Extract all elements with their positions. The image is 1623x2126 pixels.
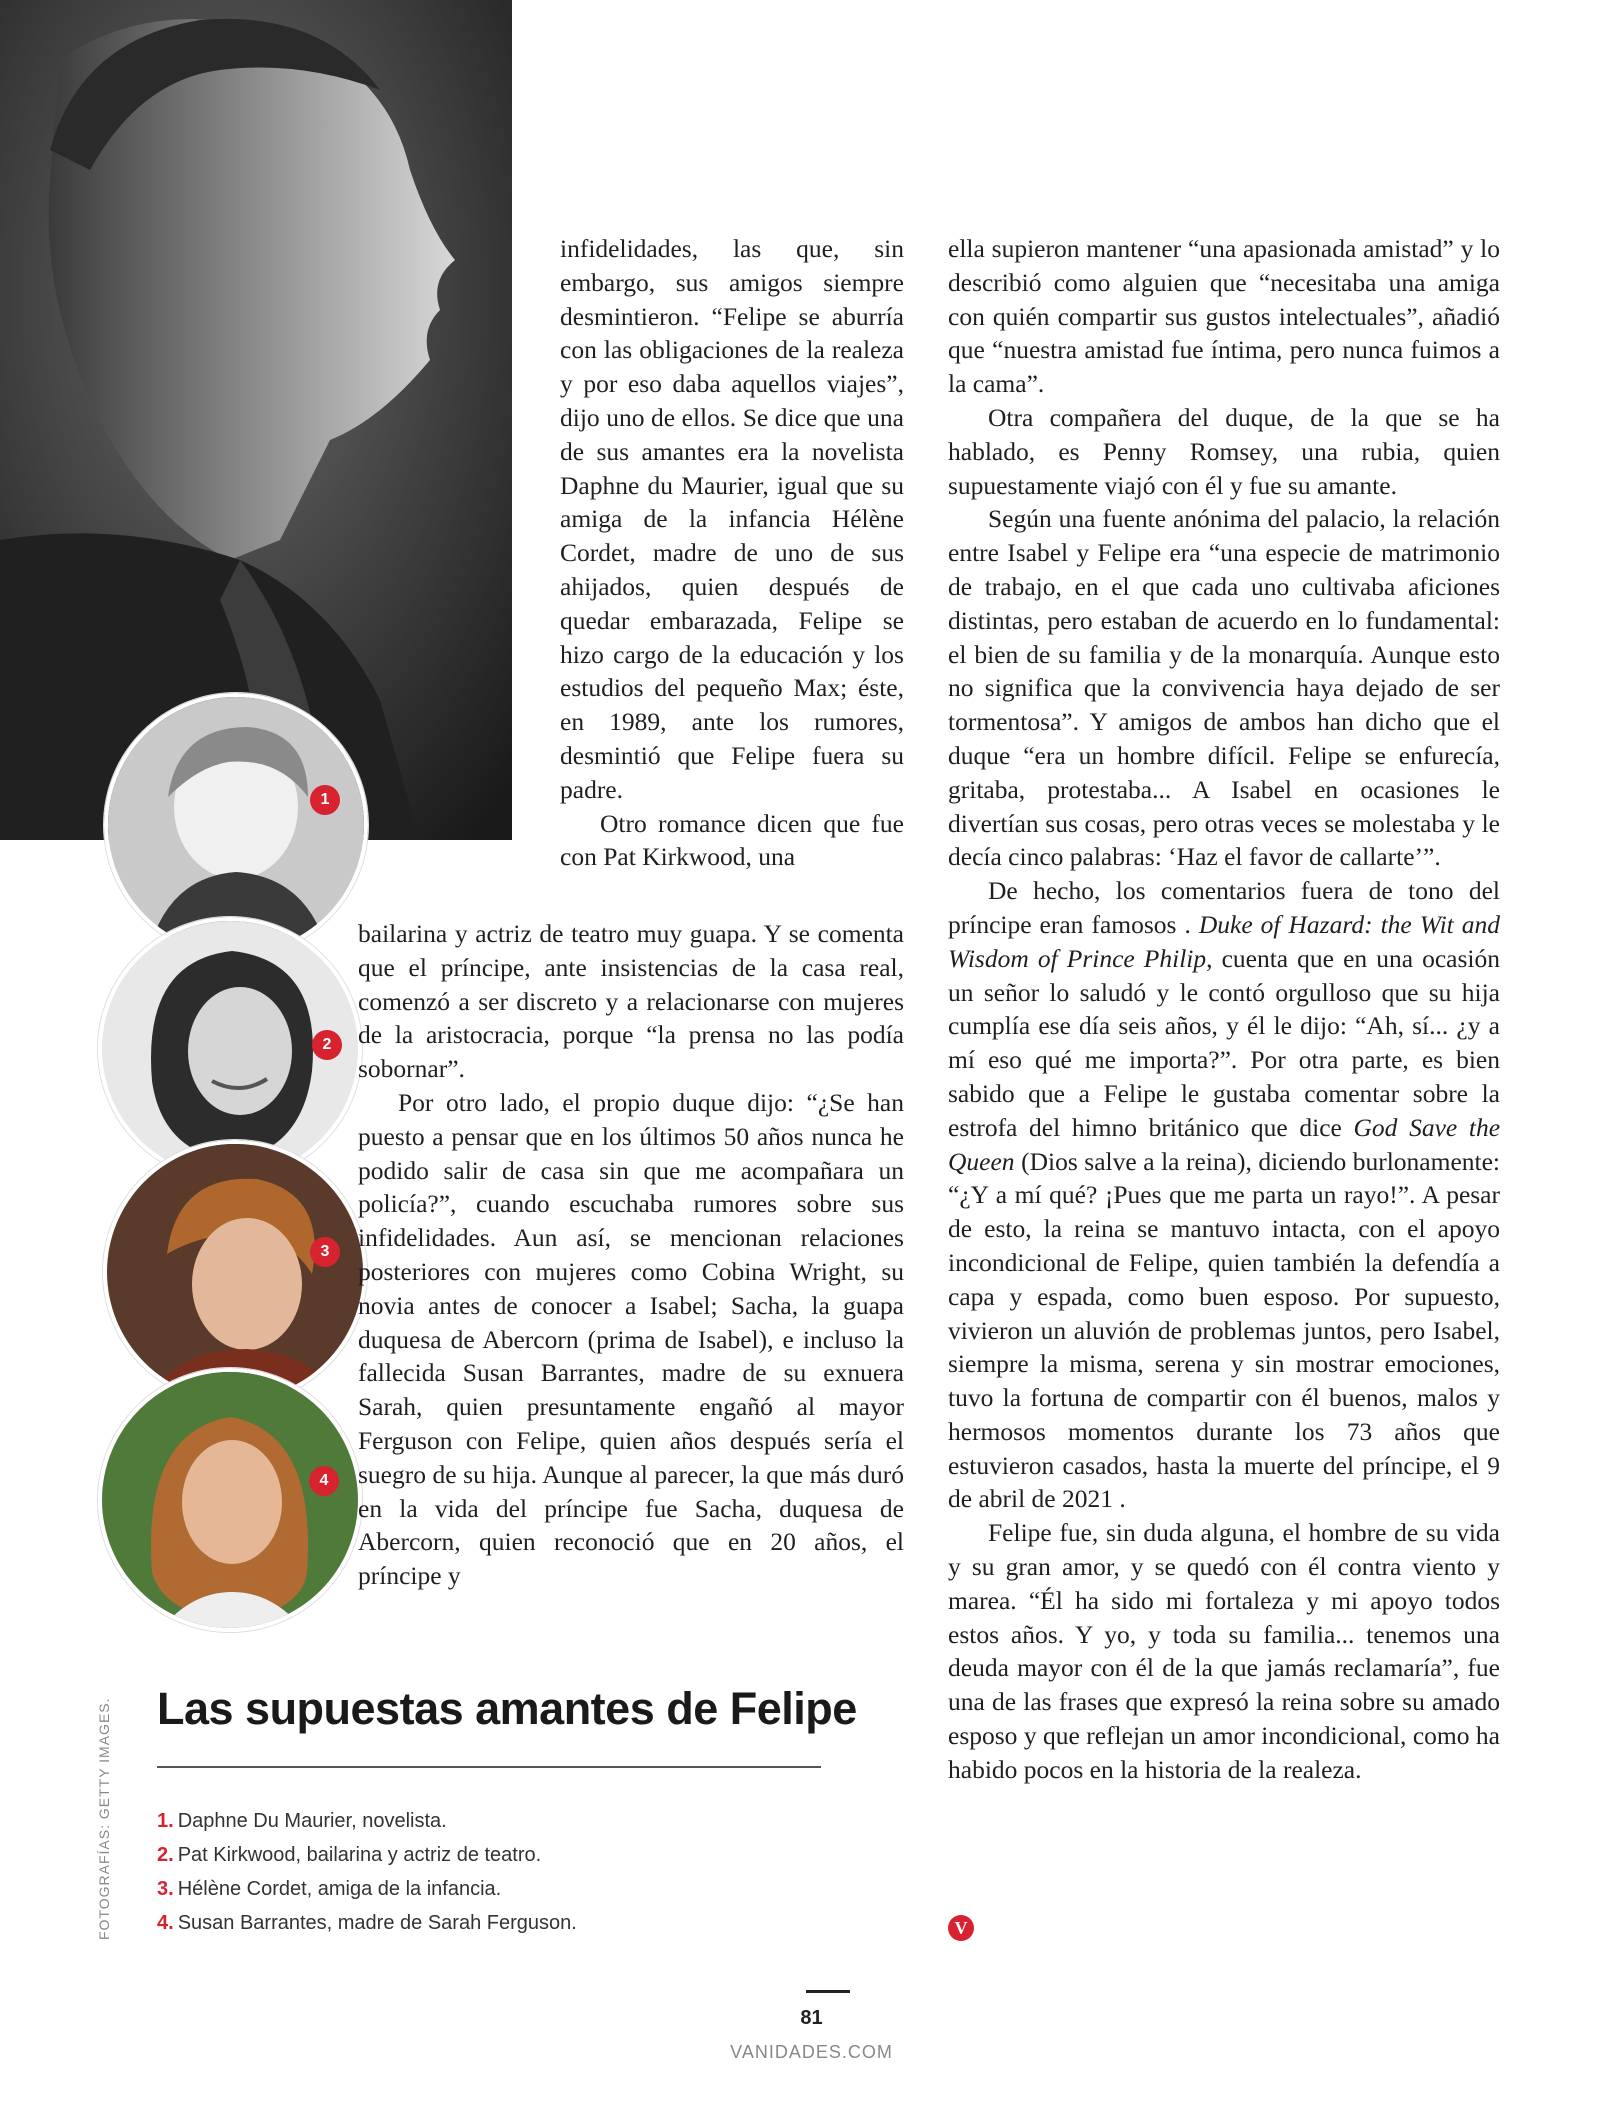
hymn-title: God Save the Queen bbox=[948, 1112, 1501, 1176]
portrait-3-illustration bbox=[107, 1144, 363, 1400]
sidebar-title: Las supuestas amantes de Felipe bbox=[157, 1683, 857, 1734]
article-text: De hecho, los comentarios fuera de tono del príncipe eran famosos . bbox=[948, 876, 1500, 939]
photo-credit: FOTOGRAFÍAS: GETTY IMAGES. bbox=[96, 1697, 112, 1940]
list-number: 1. bbox=[157, 1810, 174, 1832]
sidebar-list bbox=[157, 1810, 577, 1946]
list-text: Hélène Cordet, amiga de la infancia. bbox=[177, 1878, 502, 1900]
portrait-1-illustration bbox=[108, 697, 364, 953]
article-paragraph: Por otro lado, el propio duque dijo: “¿Se han puesto a pensar que en los últimos 50 años nunca he podido salir de casa sin que me acompañara un policía?”, cuando escuchaba rumores sobre sus infidelidades. Aun así, se mencionan relaciones posteriores con mujeres como Cobina Wright, su novia antes de conocer a Isabel; Sacha, la guapa duquesa de Abercorn (prima de Isabel), e incluso la fallecida Susan Barrantes, madre de su exnuera Sarah, quien presuntamente engañó al mayor Ferguson con Felipe, quien años después sería el suegro de su hija. Aunque al parecer, la que más duró en la vida del príncipe fue Sacha, duquesa de Abercorn, quien reconoció que en 20 años, el príncipe y bbox=[358, 1087, 904, 1591]
photo-badge-1: 1 bbox=[310, 785, 340, 815]
article-paragraph: bailarina y actriz de teatro muy guapa. Y se comenta que el príncipe, ante insistencias de la casa real, comenzó a ser discreto y a relacionarse con mujeres de la aristocracia, porque “la prensa no las podía sobornar”. bbox=[358, 919, 904, 1084]
portrait-helene-cordet bbox=[103, 1140, 367, 1404]
list-number: 4. bbox=[157, 1912, 174, 1934]
article-paragraph: ella supieron mantener “una apasionada amistad” y lo describió como alguien que “necesitaba una amiga con quién compartir sus gustos intelectuales”, añadió que “nuestra amistad fue íntima, pero nunca fuimos a la cama”. bbox=[948, 234, 1500, 399]
article-column-middle-top bbox=[560, 232, 904, 874]
site-url: VANIDADES.COM bbox=[730, 2042, 893, 2062]
article-text: (Dios salve a la reina), diciendo burlonamente: “¿Y a mí qué? ¡Pues que me parta un rayo!”. A pesar de esto, la reina se mantuvo intacta, con el apoyo incondicional de Felipe, quien también la defendía a capa y espada, como buen esposo. Por supuesto, vivieron un aluvión de problemas juntos, pero Isabel, siempre la misma, serena y sin mostrar emociones, tuvo la fortuna de compartir con él buenos, malos y hermosos momentos durante los 73 años que estuvieron casados, hasta la muerte del príncipe, el 9 de abril de 2021 . bbox=[948, 1146, 1501, 1514]
sidebar-divider bbox=[157, 1766, 821, 1768]
page-number: 81 bbox=[800, 2007, 823, 2029]
article-text: , cuenta que en una ocasión un señor lo saludó y le contó orgulloso que su hija cumplía ese día seis años, y él le dijo: “Ah, sí... ¿y a mí eso qué me importa?”. Por otra parte, es bien sabido que a Felipe le gustaba comentar sobre la estrofa del himno británico que dice bbox=[948, 943, 1500, 1142]
list-text: Daphne Du Maurier, novelista. bbox=[177, 1810, 447, 1832]
list-number: 2. bbox=[157, 1844, 174, 1866]
list-item bbox=[157, 1810, 577, 1844]
end-of-article-mark: V bbox=[948, 1915, 974, 1941]
article-paragraph bbox=[948, 874, 1500, 1516]
portrait-4-illustration bbox=[102, 1372, 358, 1628]
article-paragraph: infidelidades, las que, sin embargo, sus amigos siempre desmintieron. “Felipe se aburría con las obligaciones de la realeza y por eso daba aquellos viajes”, dijo uno de ellos. Se dice que una de sus amantes era la novelista Daphne du Maurier, igual que su amiga de la infancia Hélène Cordet, madre de uno de sus ahijados, quien después de quedar embarazada, Felipe se hizo cargo de la educación y los estudios del pequeño Max; éste, en 1989, ante los rumores, desmintió que Felipe fuera su padre. bbox=[560, 234, 904, 804]
article-paragraph: Según una fuente anónima del palacio, la relación entre Isabel y Felipe era “una especie de matrimonio de trabajo, en el que cada uno cultivaba aficiones distintas, pero estaban de acuerdo en lo fundamental: el bien de su familia y de la monarquía. Aunque esto no significa que la convivencia haya dejado de ser tormentosa”. Y amigos de ambos han dicho que el duque “era un hombre difícil. Felipe se enfurecía, gritaba, protestaba... A Isabel en ocasiones le divertían sus cosas, pero otras veces se molestaba y le decía cinco palabras: ‘Haz el favor de callarte’”. bbox=[948, 504, 1500, 872]
list-text: Pat Kirkwood, bailarina y actriz de teatro. bbox=[177, 1844, 542, 1866]
article-column-middle-bottom bbox=[358, 917, 904, 1593]
list-item bbox=[157, 1844, 577, 1878]
photo-badge-4: 4 bbox=[309, 1466, 339, 1496]
photo-badge-2: 2 bbox=[312, 1030, 342, 1060]
article-paragraph: Felipe fue, sin duda alguna, el hombre de su vida y su gran amor, y se quedó con él contra viento y marea. “Él ha sido mi fortaleza y mi apoyo todos estos años. Y yo, y toda su familia... tenemos una deuda mayor con él de la que jamás reclamaría”, fue una de las frases que expresó la reina sobre su amado esposo y que reflejan un amor incondicional, como ha habido pocos en la historia de la realeza. bbox=[948, 1518, 1500, 1784]
article-paragraph: Otra compañera del duque, de la que se ha hablado, es Penny Romsey, una rubia, quien supuestamente viajó con él y fue su amante. bbox=[948, 402, 1500, 500]
photo-badge-3: 3 bbox=[310, 1237, 340, 1267]
list-item bbox=[157, 1878, 577, 1912]
list-item bbox=[157, 1912, 577, 1946]
book-title: Duke of Hazard: the Wit and Wisdom of Prince Philip bbox=[948, 909, 1500, 973]
list-text: Susan Barrantes, madre de Sarah Ferguson. bbox=[177, 1912, 577, 1934]
portrait-susan-barrantes bbox=[98, 1368, 362, 1632]
article-column-right bbox=[948, 232, 1500, 1787]
article-paragraph: Otro romance dicen que fue con Pat Kirkwood, una bbox=[560, 808, 904, 872]
list-number: 3. bbox=[157, 1878, 174, 1900]
folio-divider bbox=[806, 1990, 850, 1993]
